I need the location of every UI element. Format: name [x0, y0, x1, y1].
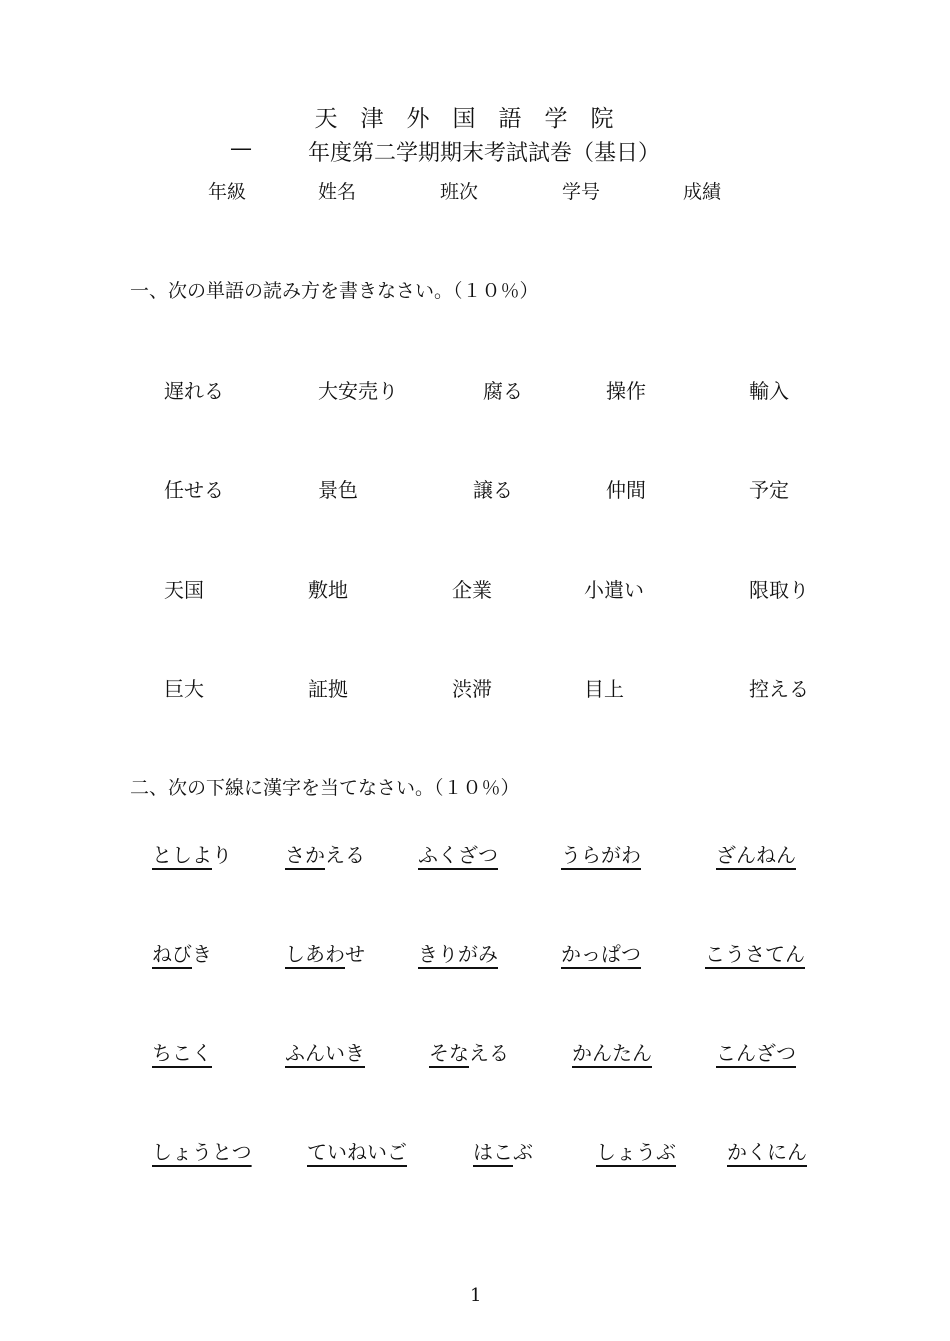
kanji-item [152, 938, 212, 967]
reading-word: 限取り [749, 578, 809, 602]
kanji-item [716, 839, 796, 868]
reading-word: 任せる [164, 478, 224, 502]
kanji-item [285, 938, 365, 967]
field-score: 成績 [683, 181, 722, 203]
kanji-item [285, 839, 365, 868]
kanji-item [572, 1037, 652, 1066]
underlined-kana: しょうとつ [152, 1140, 252, 1164]
reading-word: 証拠 [308, 677, 348, 701]
underlined-kana: ふんいき [285, 1041, 365, 1065]
reading-word: 目上 [584, 677, 624, 701]
reading-word: 輸入 [749, 379, 789, 403]
okurigana: ぶ [513, 1140, 533, 1164]
kanji-item [285, 1037, 365, 1066]
section2-heading: 二、次の下線に漢字を当てなさい。（１０％） [130, 777, 520, 799]
reading-word: 天国 [164, 578, 204, 602]
reading-word: 仲間 [606, 478, 646, 502]
underlined-kana: さか [285, 843, 325, 867]
underlined-kana: こんざつ [716, 1041, 796, 1065]
reading-word: 大安売り [318, 379, 398, 403]
section1-heading: 一、次の単語の読み方を書きなさい。（１０％） [130, 280, 539, 302]
field-student-number: 学号 [562, 181, 601, 203]
okurigana: える [469, 1041, 509, 1065]
kanji-item [727, 1136, 807, 1165]
kanji-item [429, 1037, 509, 1066]
reading-word: 巨大 [164, 677, 204, 701]
school-name [303, 100, 625, 133]
kanji-item [596, 1136, 676, 1165]
field-class: 班次 [440, 181, 479, 203]
underlined-kana: かっぱつ [561, 942, 641, 966]
exam-dash: — [230, 136, 252, 161]
kanji-item [307, 1136, 407, 1165]
kanji-item [561, 839, 641, 868]
okurigana: き [192, 942, 212, 966]
reading-word: 譲る [473, 478, 513, 502]
reading-word: 遅れる [164, 379, 224, 403]
school-char: 天 [314, 106, 338, 132]
reading-word: 渋滞 [452, 677, 492, 701]
reading-word: 操作 [606, 379, 646, 403]
okurigana: せ [345, 942, 365, 966]
reading-word: 腐る [483, 379, 523, 403]
underlined-kana: としよ [152, 843, 212, 867]
underlined-kana: しょうぶ [596, 1140, 676, 1164]
kanji-item [561, 938, 641, 967]
underlined-kana: うらがわ [561, 843, 641, 867]
underlined-kana: ていねいご [307, 1140, 407, 1164]
reading-word: 控える [749, 677, 809, 701]
underlined-kana: そな [429, 1041, 469, 1065]
underlined-kana: ふくざつ [418, 843, 498, 867]
kanji-item [716, 1037, 796, 1066]
underlined-kana: かんたん [572, 1041, 652, 1065]
reading-word: 景色 [318, 478, 358, 502]
field-name: 姓名 [318, 181, 357, 203]
school-char: 語 [498, 106, 522, 132]
underlined-kana: きりがみ [418, 942, 498, 966]
reading-word: 企業 [452, 578, 492, 602]
reading-word: 予定 [749, 478, 789, 502]
kanji-item [152, 1037, 212, 1066]
school-char: 国 [452, 106, 476, 132]
kanji-item [473, 1136, 533, 1165]
school-char: 学 [544, 106, 568, 132]
kanji-item [418, 839, 498, 868]
school-char: 外 [406, 106, 430, 132]
underlined-kana: はこ [473, 1140, 513, 1164]
reading-word: 敷地 [308, 578, 348, 602]
school-char: 院 [590, 106, 614, 132]
kanji-item [418, 938, 498, 967]
underlined-kana: ざんねん [716, 843, 796, 867]
underlined-kana: ねび [152, 942, 192, 966]
reading-word: 小遣い [584, 578, 644, 602]
school-char: 津 [360, 106, 384, 132]
field-grade: 年級 [208, 181, 247, 203]
underlined-kana: しあわ [285, 942, 345, 966]
underlined-kana: ちこく [152, 1041, 212, 1065]
kanji-item [152, 839, 232, 868]
underlined-kana: こうさてん [705, 942, 805, 966]
kanji-item [705, 938, 805, 967]
underlined-kana: かくにん [727, 1140, 807, 1164]
okurigana: える [325, 843, 365, 867]
exam-title: 年度第二学期期末考試試巻（基日） [308, 141, 661, 166]
kanji-item [152, 1136, 252, 1165]
page-number: 1 [470, 1285, 482, 1306]
okurigana: り [212, 843, 232, 867]
